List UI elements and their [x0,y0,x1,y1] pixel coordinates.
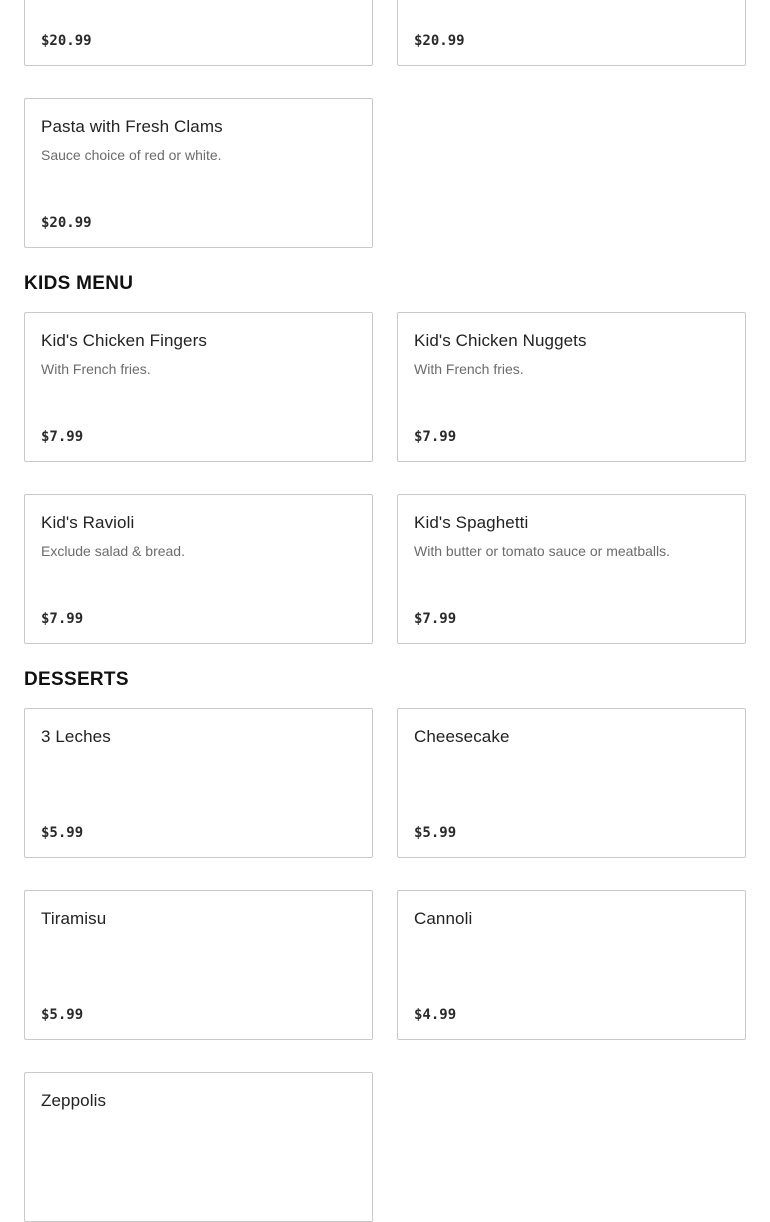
menu-item-card[interactable] [397,890,746,1040]
item-name: 3 Leches [41,727,111,746]
item-price: $5.99 [41,825,84,841]
item-description: With French fries. [414,361,524,377]
menu-item-card[interactable] [397,0,746,66]
item-price: $4.99 [414,1007,457,1023]
item-name: Tiramisu [41,909,107,928]
item-name: Kid's Chicken Nuggets [414,331,587,350]
menu-item-card[interactable] [24,708,373,858]
item-price: $5.99 [41,1007,84,1023]
item-name: Pasta with Fresh Clams [41,117,223,136]
menu-item-card[interactable] [397,312,746,462]
menu-item-card[interactable] [24,494,373,644]
section-title-kids-menu: KIDS MENU [24,273,134,294]
menu-item-card[interactable] [24,312,373,462]
item-description: Exclude salad & bread. [41,543,185,559]
menu-item-card[interactable] [24,0,373,66]
item-price: $5.99 [414,825,457,841]
item-description: With butter or tomato sauce or meatballs. [414,543,670,559]
menu-item-card[interactable] [24,98,373,248]
item-price: $7.99 [414,429,457,445]
menu-item-card[interactable] [397,708,746,858]
item-name: Cannoli [414,909,473,928]
item-price: $7.99 [41,611,84,627]
item-price: $7.99 [414,611,457,627]
section-title-desserts: DESSERTS [24,669,129,690]
item-price: $7.99 [41,429,84,445]
menu-item-card[interactable] [24,1072,373,1222]
item-name: Kid's Chicken Fingers [41,331,207,350]
item-price: $20.99 [41,33,92,49]
item-description: With French fries. [41,361,151,377]
menu-item-card[interactable] [24,890,373,1040]
item-name: Kid's Ravioli [41,513,135,532]
menu-item-card[interactable] [397,494,746,644]
item-description: Sauce choice of red or white. [41,147,222,163]
item-name: Cheesecake [414,727,510,746]
item-price: $20.99 [414,33,465,49]
item-name: Zeppolis [41,1091,107,1110]
item-name: Kid's Spaghetti [414,513,529,532]
item-price: $20.99 [41,215,92,231]
